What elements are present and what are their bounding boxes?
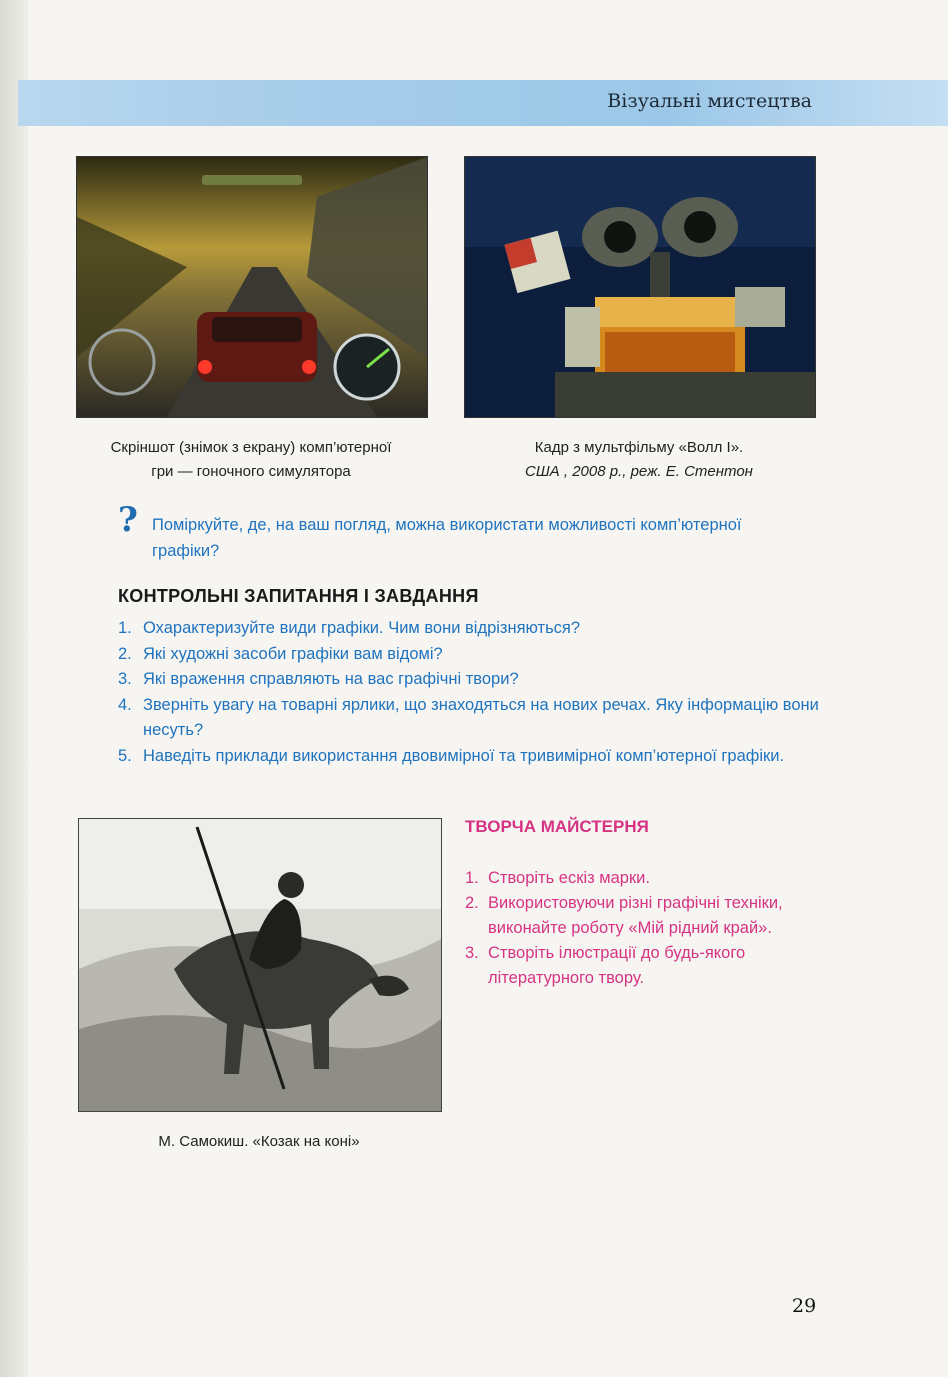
walle-image <box>464 156 816 418</box>
walle-caption-line2: США , 2008 р., реж. Е. Стентон <box>525 463 753 480</box>
list-item <box>465 891 785 941</box>
walle-caption <box>464 436 814 484</box>
item-text: Які художні засоби графіки вам відомі? <box>143 644 443 663</box>
racing-game-image <box>76 156 428 418</box>
question-mark-icon: ? <box>118 500 138 540</box>
page-number: 29 <box>792 1295 817 1317</box>
cossack-image <box>78 818 442 1112</box>
list-item <box>118 642 828 668</box>
control-questions-heading: КОНТРОЛЬНІ ЗАПИТАННЯ І ЗАВДАННЯ <box>118 586 479 606</box>
item-number: 3. <box>465 944 479 962</box>
item-number: 5. <box>118 746 132 765</box>
page-edge <box>0 0 28 1377</box>
item-number: 1. <box>465 869 479 887</box>
creative-workshop-heading: ТВОРЧА МАЙСТЕРНЯ <box>465 817 649 836</box>
list-item <box>118 744 828 770</box>
item-text: Створіть ілюстрації до будь-якого літературного твору. <box>488 944 746 987</box>
section-title: Візуальні мистецтва <box>607 90 812 112</box>
control-questions-list <box>118 616 828 769</box>
game-caption-line1: Скріншот (знімок з екрану) комп’ютерної <box>110 439 392 456</box>
item-text: Зверніть увагу на товарні ярлики, що знаходяться на нових речах. Яку інформацію вони несуть? <box>143 695 819 739</box>
item-number: 4. <box>118 695 132 714</box>
item-number: 2. <box>118 644 132 663</box>
item-text: Наведіть приклади використання двовимірної та тривимірної комп’ютерної графіки. <box>143 746 785 765</box>
think-prompt: Поміркуйте, де, на ваш погляд, можна використати можливості комп’ютерної графіки? <box>152 516 742 560</box>
list-item <box>118 667 828 693</box>
creative-tasks-list <box>465 866 785 991</box>
item-text: Охарактеризуйте види графіки. Чим вони відрізняються? <box>143 619 581 637</box>
item-number: 2. <box>465 894 479 912</box>
item-number: 3. <box>118 670 132 688</box>
list-item <box>118 616 828 642</box>
list-item <box>465 866 785 891</box>
walle-caption-line1: Кадр з мультфільму «Волл І». <box>534 439 744 456</box>
item-text: Створіть ескіз марки. <box>488 869 650 887</box>
game-caption-line2: гри — гоночного симулятора <box>151 463 351 480</box>
item-text: Які враження справляють на вас графічні твори? <box>143 670 519 688</box>
game-caption <box>76 436 426 484</box>
cossack-caption: М. Самокиш. «Козак на коні» <box>158 1133 360 1150</box>
list-item <box>118 693 828 744</box>
item-text: Використовуючи різні графічні техніки, виконайте роботу «Мій рідний край». <box>488 894 783 937</box>
list-item <box>465 941 785 991</box>
item-number: 1. <box>118 619 132 637</box>
